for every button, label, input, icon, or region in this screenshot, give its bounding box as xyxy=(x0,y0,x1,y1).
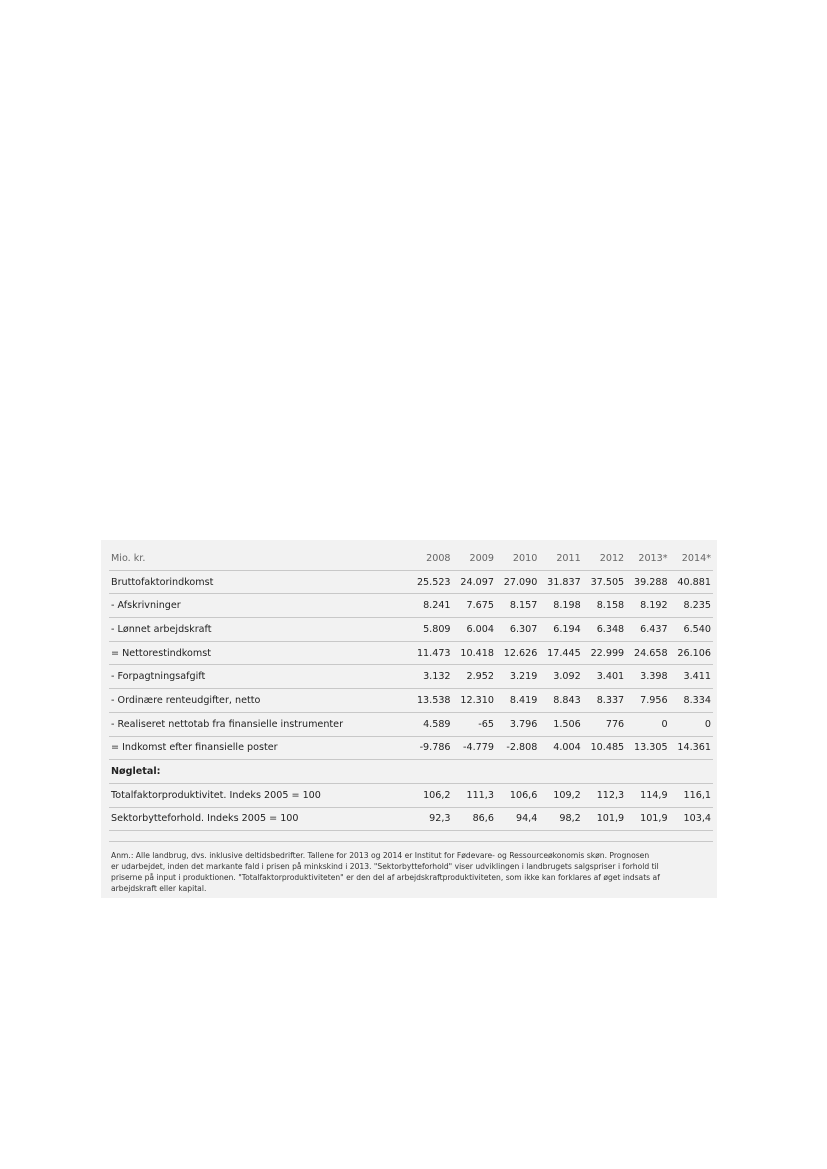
cell-value: 106,6 xyxy=(496,783,539,807)
cell-value: 101,9 xyxy=(583,807,626,831)
cell-value: 40.881 xyxy=(670,570,713,594)
year-header: 2012 xyxy=(583,547,626,570)
year-header: 2013* xyxy=(626,547,669,570)
cell-value: 22.999 xyxy=(583,641,626,665)
note-line: Anm.: Alle landbrug, dvs. inklusive deltidsbedrifter. Tallene for 2013 og 2014 er Institut for Fødevare- og Ressourceøkonomis skøn. Prognosen xyxy=(111,851,650,860)
cell-value: 106,2 xyxy=(409,783,452,807)
table-note xyxy=(111,850,711,894)
key-figure-row xyxy=(109,783,713,807)
cell-value: 8.198 xyxy=(539,594,582,618)
empty-cell xyxy=(409,760,452,784)
empty-cell xyxy=(453,760,496,784)
cell-value: 8.843 xyxy=(539,689,582,713)
row-label: = Nettorestindkomst xyxy=(109,641,409,665)
row-label: Bruttofaktorindkomst xyxy=(109,570,409,594)
cell-value: 109,2 xyxy=(539,783,582,807)
note-line: priserne på input i produktionen. "Totalfaktorproduktiviteten" er den del af arbejdskraftproduktiviteten, som ikke kan forklares af øget indsats af xyxy=(111,873,660,882)
cell-value: 8.337 xyxy=(583,689,626,713)
cell-value: 6.437 xyxy=(626,618,669,642)
cell-value: 2.952 xyxy=(453,665,496,689)
cell-value: 13.538 xyxy=(409,689,452,713)
cell-value: 3.401 xyxy=(583,665,626,689)
cell-value: 6.004 xyxy=(453,618,496,642)
cell-value: 86,6 xyxy=(453,807,496,831)
cell-value: 776 xyxy=(583,712,626,736)
cell-value: 12.310 xyxy=(453,689,496,713)
cell-value: 24.097 xyxy=(453,570,496,594)
cell-value: 8.158 xyxy=(583,594,626,618)
year-header: 2009 xyxy=(453,547,496,570)
cell-value: 3.132 xyxy=(409,665,452,689)
cell-value: 8.157 xyxy=(496,594,539,618)
cell-value: 3.796 xyxy=(496,712,539,736)
cell-value: 13.305 xyxy=(626,736,669,760)
cell-value: 11.473 xyxy=(409,641,452,665)
cell-value: 10.418 xyxy=(453,641,496,665)
cell-value: 6.540 xyxy=(670,618,713,642)
row-label: - Realiseret nettotab fra finansielle instrumenter xyxy=(109,712,409,736)
table-row xyxy=(109,712,713,736)
row-label: - Lønnet arbejdskraft xyxy=(109,618,409,642)
cell-value: 14.361 xyxy=(670,736,713,760)
cell-value: 8.419 xyxy=(496,689,539,713)
cell-value: 8.334 xyxy=(670,689,713,713)
row-label: Totalfaktorproduktivitet. Indeks 2005 = 100 xyxy=(109,783,409,807)
cell-value: 103,4 xyxy=(670,807,713,831)
cell-value: -2.808 xyxy=(496,736,539,760)
cell-value: 6.307 xyxy=(496,618,539,642)
empty-cell xyxy=(626,760,669,784)
cell-value: 24.658 xyxy=(626,641,669,665)
year-header: 2014* xyxy=(670,547,713,570)
row-label: - Forpagtningsafgift xyxy=(109,665,409,689)
cell-value: 8.192 xyxy=(626,594,669,618)
cell-value: 116,1 xyxy=(670,783,713,807)
cell-value: 8.241 xyxy=(409,594,452,618)
empty-cell xyxy=(496,760,539,784)
cell-value: 6.194 xyxy=(539,618,582,642)
cell-value: 27.090 xyxy=(496,570,539,594)
unit-label: Mio. kr. xyxy=(109,547,409,570)
section-header-row xyxy=(109,760,713,784)
cell-value: 7.675 xyxy=(453,594,496,618)
row-label: - Ordinære renteudgifter, netto xyxy=(109,689,409,713)
cell-value: 101,9 xyxy=(626,807,669,831)
cell-value: 114,9 xyxy=(626,783,669,807)
cell-value: 4.004 xyxy=(539,736,582,760)
table-row xyxy=(109,594,713,618)
cell-value: 0 xyxy=(626,712,669,736)
empty-cell xyxy=(539,760,582,784)
cell-value: 111,3 xyxy=(453,783,496,807)
cell-value: 4.589 xyxy=(409,712,452,736)
note-line: arbejdskraft eller kapital. xyxy=(111,884,207,893)
table-row xyxy=(109,689,713,713)
cell-value: 10.485 xyxy=(583,736,626,760)
cell-value: 5.809 xyxy=(409,618,452,642)
cell-value: 25.523 xyxy=(409,570,452,594)
year-header: 2011 xyxy=(539,547,582,570)
cell-value: 17.445 xyxy=(539,641,582,665)
cell-value: 39.288 xyxy=(626,570,669,594)
income-table-panel xyxy=(101,540,717,898)
divider xyxy=(109,841,713,842)
cell-value: 0 xyxy=(670,712,713,736)
cell-value: 112,3 xyxy=(583,783,626,807)
table-row xyxy=(109,665,713,689)
cell-value: -65 xyxy=(453,712,496,736)
cell-value: 12.626 xyxy=(496,641,539,665)
row-label: Sektorbytteforhold. Indeks 2005 = 100 xyxy=(109,807,409,831)
income-table xyxy=(109,547,713,831)
cell-value: 3.092 xyxy=(539,665,582,689)
cell-value: -4.779 xyxy=(453,736,496,760)
cell-value: 3.411 xyxy=(670,665,713,689)
cell-value: 6.348 xyxy=(583,618,626,642)
cell-value: 3.219 xyxy=(496,665,539,689)
section-label: Nøgletal: xyxy=(109,760,409,784)
row-label: = Indkomst efter finansielle poster xyxy=(109,736,409,760)
table-row xyxy=(109,618,713,642)
table-row xyxy=(109,570,713,594)
cell-value: 31.837 xyxy=(539,570,582,594)
year-header: 2010 xyxy=(496,547,539,570)
table-header-row xyxy=(109,547,713,570)
cell-value: 37.505 xyxy=(583,570,626,594)
cell-value: 8.235 xyxy=(670,594,713,618)
cell-value: -9.786 xyxy=(409,736,452,760)
table-row xyxy=(109,641,713,665)
cell-value: 3.398 xyxy=(626,665,669,689)
cell-value: 98,2 xyxy=(539,807,582,831)
table-body xyxy=(109,570,713,831)
cell-value: 7.956 xyxy=(626,689,669,713)
row-label: - Afskrivninger xyxy=(109,594,409,618)
cell-value: 1.506 xyxy=(539,712,582,736)
cell-value: 26.106 xyxy=(670,641,713,665)
empty-cell xyxy=(583,760,626,784)
cell-value: 94,4 xyxy=(496,807,539,831)
key-figure-row xyxy=(109,807,713,831)
cell-value: 92,3 xyxy=(409,807,452,831)
table-row xyxy=(109,736,713,760)
year-header: 2008 xyxy=(409,547,452,570)
note-line: er udarbejdet, inden det markante fald i prisen på minkskind i 2013. "Sektorbytteforhold" viser udviklingen i landbrugets salgspriser i forhold til xyxy=(111,862,659,871)
empty-cell xyxy=(670,760,713,784)
